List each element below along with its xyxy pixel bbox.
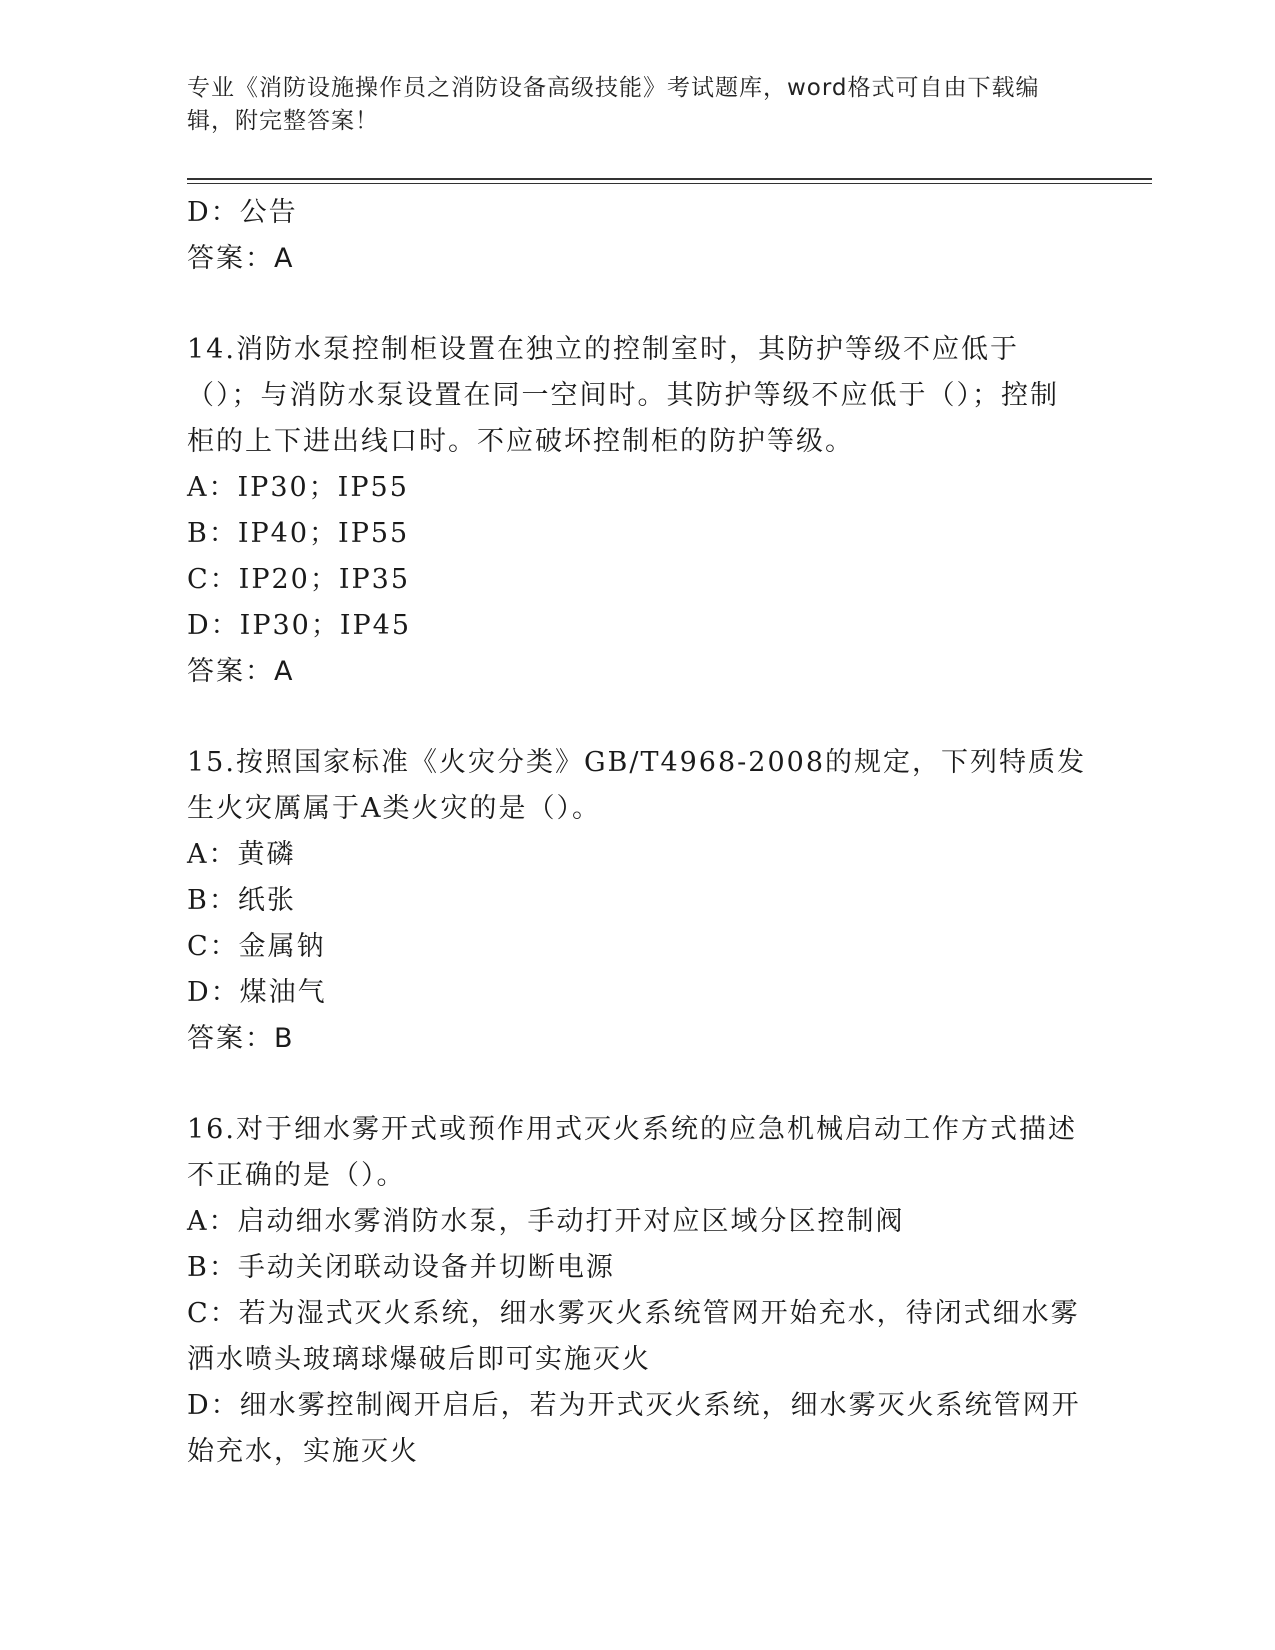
prev-option-d: D：公告: [187, 197, 298, 228]
question-14-option-d: D：IP30；IP45: [187, 610, 412, 641]
spacer: [187, 1062, 1087, 1107]
question-16-stem: 16.对于细水雾开式或预作用式灭火系统的应急机械启动工作方式描述不正确的是（）。: [187, 1114, 1077, 1191]
question-15-option-d: D：煤油气: [187, 977, 327, 1008]
question-15-option-c: C：金属钠: [187, 931, 326, 962]
question-16-option-d: D：细水雾控制阀开启后，若为开式灭火系统，细水雾灭火系统管网开始充水，实施灭火: [187, 1390, 1081, 1467]
question-14-answer: 答案：A: [187, 656, 295, 687]
question-16: [187, 1107, 1087, 1475]
spacer: [187, 695, 1087, 740]
question-14-option-a: A：IP30；IP55: [187, 472, 409, 503]
question-15-answer: 答案：B: [187, 1023, 295, 1054]
question-14-option-c: C：IP20；IP35: [187, 564, 411, 595]
spacer: [187, 282, 1087, 327]
question-16-option-b: B：手动关闭联动设备并切断电源: [187, 1252, 615, 1283]
header-rule-thin: [187, 183, 1152, 184]
header-text: 专业《消防设施操作员之消防设备高级技能》考试题库，word格式可自由下载编辑，附完整答案！: [187, 75, 1040, 134]
question-14-stem: 14.消防水泵控制柜设置在独立的控制室时，其防护等级不应低于（）；与消防水泵设置在同一空间时。其防护等级不应低于（）；控制柜的上下进出线口时。不应破坏控制柜的防护等级。: [187, 334, 1059, 457]
question-14: [187, 327, 1087, 695]
question-16-option-a: A：启动细水雾消防水泵，手动打开对应区域分区控制阀: [187, 1206, 905, 1237]
question-15-option-a: A：黄磷: [187, 839, 296, 870]
question-14-option-b: B：IP40；IP55: [187, 518, 410, 549]
prev-answer: 答案：A: [187, 243, 295, 274]
question-15-option-b: B：纸张: [187, 885, 296, 916]
question-16-option-c: C：若为湿式灭火系统，细水雾灭火系统管网开始充水，待闭式细水雾洒水喷头玻璃球爆破后即可实施灭火: [187, 1298, 1080, 1375]
document-header: [187, 72, 1067, 138]
question-15: [187, 740, 1087, 1062]
question-15-stem: 15.按照国家标准《火灾分类》GB/T4968-2008的规定，下列特质发生火灾厲属于A类火灾的是（）。: [187, 747, 1087, 824]
header-rule-thick: [187, 178, 1152, 180]
document-body: [187, 190, 1087, 1475]
